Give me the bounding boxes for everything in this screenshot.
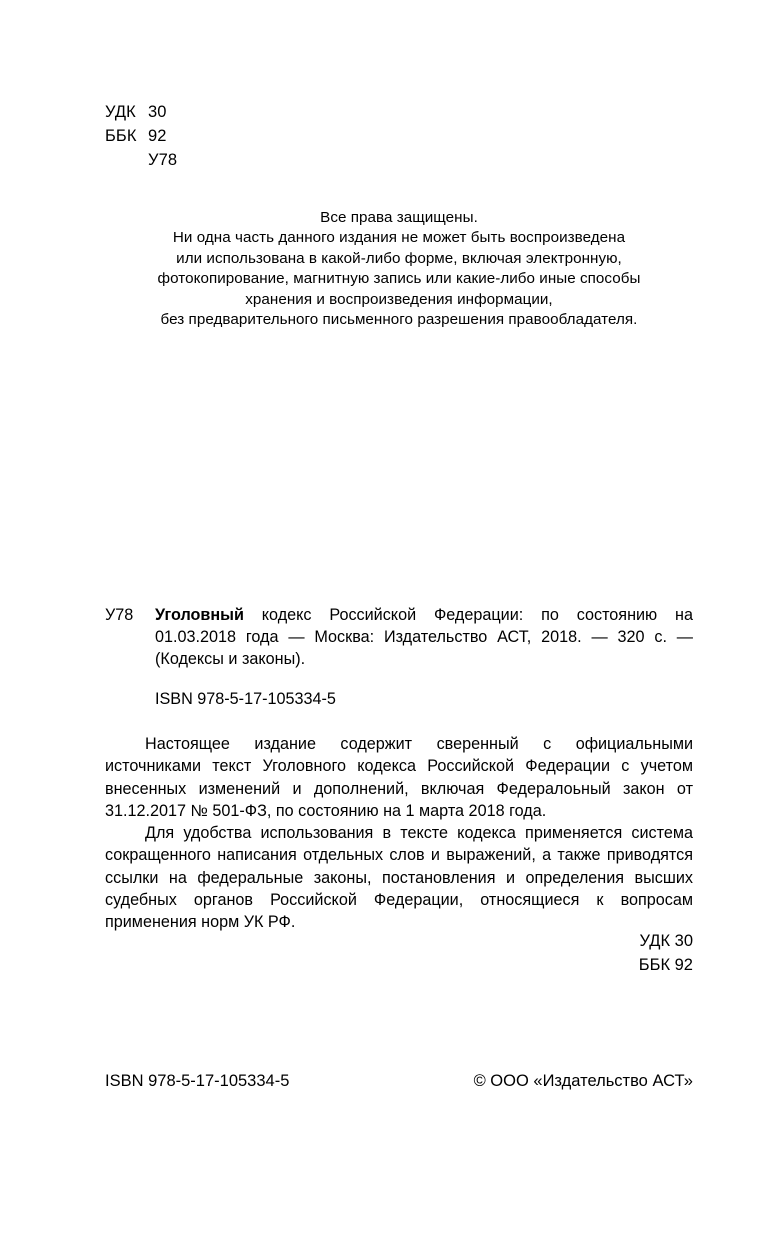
rights-line: или использована в какой-либо форме, включая электронную, [176,249,622,267]
bibliographic-entry [105,604,693,710]
rights-line: без предварительного письменного разрешения правообладателя. [160,311,638,329]
bib-entry-body [105,604,693,671]
bib-title: Уголовный [155,606,244,624]
bbk-value: 92 [148,127,167,145]
imprint-isbn: ISBN 978-5-17-105334-5 [105,1072,290,1090]
classification-row-author-mark [105,148,693,172]
rights-line: фотокопирование, магнитную запись или какие-либо иные способы [157,270,641,288]
annotation-paragraph: Настоящее издание содержит сверенный с официальными источниками текст Уголовного кодекса Российской Федерации с учетом внесенных изменений и дополнений, включая Федералоьный закон от 31.12.2017 № 501-ФЗ, по состоянию на 1 марта 2018 года. [105,735,693,820]
footer-bbk: ББК 92 [638,956,693,974]
rights-notice [105,208,693,330]
rights-line: Ни одна часть данного издания не может быть воспроизведена [172,229,626,247]
rights-line: хранения и воспроизведения информации, [245,290,553,308]
classification-row-udk [105,100,693,124]
udk-value: 30 [148,103,167,121]
classification-header [105,100,693,172]
classification-row-bbk [105,124,693,148]
rights-line: Все права защищены. [320,209,478,226]
bib-author-mark: У78 [105,606,134,624]
bib-description: кодекс Российской Федерации: по состоянию на 01.03.2018 года — Москва: Издательство АСТ, 2018. — 320 с. — (Кодексы и законы). [155,606,693,669]
imprint-copyright: © ООО «Издательство АСТ» [473,1072,693,1090]
footer-udk: УДК 30 [639,932,693,950]
annotation-paragraph: Для удобства использования в тексте кодекса применяется система сокращенного написания отдельных слов и выражений, а также приводятся ссылки на федеральные законы, постановления и определения высших судебных органов Российской Федерации, относящиеся к вопросам применения норм УК РФ. [105,824,693,932]
author-mark-label [105,148,148,172]
author-mark-value: У78 [148,151,178,169]
bbk-label: ББК [105,127,137,145]
classification-footer [105,929,693,977]
bib-isbn: ISBN 978-5-17-105334-5 [155,689,336,708]
udk-label: УДК [105,103,136,121]
imprint-row [105,1070,693,1092]
annotation-block [105,733,693,934]
